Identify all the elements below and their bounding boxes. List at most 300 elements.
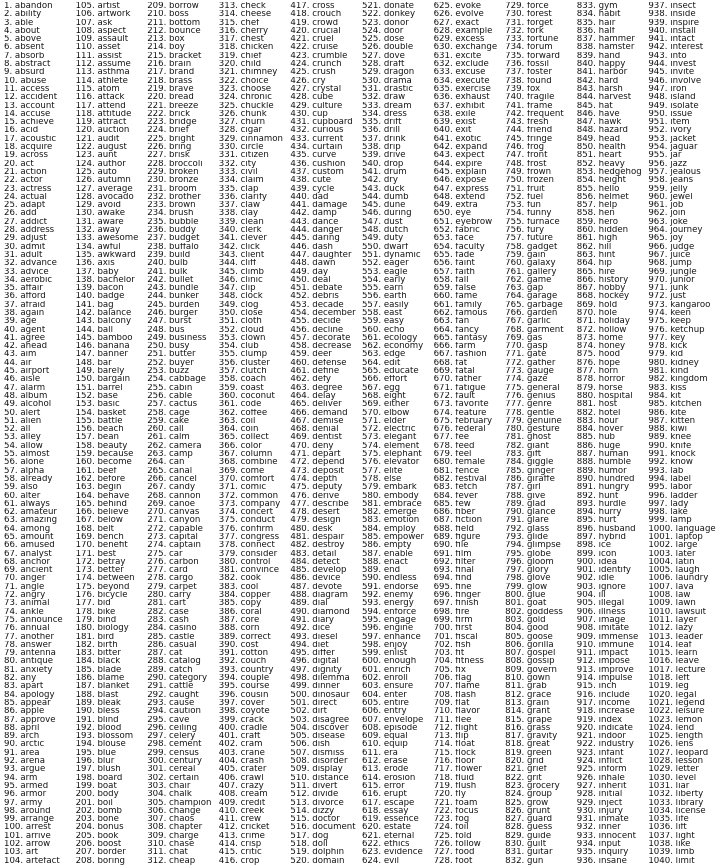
word-entry: 878. horror: [576, 375, 625, 384]
word-entry: 985. kitchen: [648, 400, 702, 409]
word-entry: 281. cart: [147, 599, 186, 608]
word-entry: 516. document: [290, 823, 356, 832]
word-entry: 624. evil: [361, 856, 399, 865]
word-entry: 11. access: [4, 84, 50, 94]
word-entry: 797. glory: [505, 566, 549, 575]
word-entry: 838. hamster: [576, 43, 635, 52]
word-entry: 862. hill: [576, 242, 612, 251]
word-entry: 578. else: [361, 474, 402, 484]
word-entry: 865. hire: [576, 267, 616, 276]
word-entry: 639. exist: [433, 118, 476, 127]
word-entry: 559. easy: [361, 317, 404, 326]
word-entry: 905. illegal: [576, 599, 625, 608]
word-entry: 699. firm: [433, 615, 473, 625]
word-entry: 680. female: [433, 458, 486, 467]
word-entry: 816. grass: [505, 723, 551, 733]
word-entry: 595. engage: [361, 615, 417, 625]
word-entry: 385. copy: [218, 599, 262, 608]
word-entry: 783. gift: [505, 450, 542, 459]
word-entry: 375. conduct: [218, 516, 276, 525]
word-entry: 914. impulse: [576, 674, 633, 683]
word-entry: 653. face: [433, 234, 474, 243]
word-entry: 547. dust: [361, 217, 403, 227]
word-entry: 569. either: [361, 400, 410, 409]
word-entry: 669. fatal: [433, 367, 475, 376]
word-entry: 269. canoe: [147, 499, 196, 509]
word-entry: 465. deliver: [290, 400, 342, 409]
word-entry: 979. kid: [648, 350, 684, 359]
word-entry: 778. gentle: [505, 408, 555, 417]
word-entry: 499. dinner: [290, 682, 340, 691]
word-entry: 951. item: [648, 118, 690, 127]
word-entry: 800. glue: [505, 591, 546, 600]
word-entry: 980. kidney: [648, 358, 699, 368]
word-entry: 293. cause: [147, 698, 195, 708]
word-entry: 125. auto: [75, 167, 117, 177]
word-entry: 210. boss: [147, 10, 189, 19]
word-entry: 177. bid: [75, 599, 111, 608]
word-entry: 794. glimpse: [505, 541, 561, 550]
word-entry: 502. dirt: [290, 707, 327, 716]
word-entry: 891. hungry: [576, 483, 630, 492]
word-entry: 249. business: [147, 333, 207, 343]
word-entry: 976. ketchup: [648, 325, 705, 334]
word-entry: 1004. latin: [648, 557, 695, 567]
word-entry: 933. innocent: [576, 831, 636, 840]
word-entry: 975. keep: [648, 317, 691, 326]
word-entry: 727. food: [433, 848, 475, 857]
word-entry: 265. canal: [147, 466, 193, 475]
word-entry: 1013. leader: [648, 632, 703, 641]
word-entry: 456. decline: [290, 325, 344, 334]
word-entry: 915. inch: [576, 682, 617, 691]
word-entry: 523. donor: [361, 18, 409, 27]
word-entry: 871. holiday: [576, 317, 630, 326]
word-entry: 440. dad: [290, 192, 329, 202]
word-entry: 415. critic: [218, 848, 262, 857]
word-entry: 189. bleak: [75, 698, 121, 708]
word-entry: 700. first: [433, 624, 473, 633]
word-entry: 237. budget: [147, 234, 200, 243]
word-entry: 830. guilt: [505, 839, 547, 849]
word-entry: 916. include: [576, 690, 630, 699]
word-entry: 114. athlete: [75, 76, 128, 85]
word-entry: 532. draw: [361, 93, 406, 102]
word-entry: 602. enroll: [361, 674, 408, 683]
word-entry: 535. drift: [361, 118, 402, 127]
word-entry: 803. gold: [505, 615, 546, 625]
word-entry: 337. claw: [218, 201, 261, 210]
word-entry: 172. betray: [75, 557, 126, 567]
word-entry: 261. calm: [147, 433, 190, 442]
word-entry: 256. cable: [147, 391, 193, 401]
word-entry: 372. common: [218, 491, 279, 500]
word-entry: 872. hollow: [576, 325, 627, 334]
word-entry: 158. beauty: [75, 441, 128, 451]
word-entry: 287. cat: [147, 649, 183, 658]
word-entry: 486. device: [290, 574, 341, 583]
word-entry: 97. army: [4, 798, 43, 807]
word-entry: 356. cluster: [218, 358, 270, 368]
word-entry: 930. injury: [576, 806, 623, 816]
word-entry: 900. idea: [576, 557, 618, 567]
word-entry: 804. good: [505, 624, 549, 633]
word-entry: 220. bread: [147, 93, 194, 102]
word-entry: 379. consider: [218, 549, 278, 558]
word-entry: 850. health: [576, 143, 626, 152]
word-entry: 793. glide: [505, 533, 548, 542]
word-entry: 970. junior: [648, 275, 695, 285]
word-entry: 294. caution: [147, 707, 201, 716]
word-entry: 913. improve: [576, 665, 634, 675]
word-entry: 392. couch: [218, 657, 267, 666]
word-entry: 893. hurdle: [576, 499, 627, 509]
word-entry: 857. help: [576, 201, 618, 210]
word-entry: 90. arctic: [4, 740, 45, 749]
word-entry: 974. keen: [648, 308, 691, 318]
word-entry: 346. clinic: [218, 275, 263, 285]
word-entry: 691. film: [433, 549, 472, 558]
word-entry: 571. elder: [361, 416, 406, 426]
word-entry: 235. bubble: [147, 217, 199, 227]
word-entry: 684. fever: [433, 491, 478, 500]
word-entry: 373. company: [218, 499, 281, 509]
word-entry: 925. inform: [576, 765, 627, 774]
word-entry: 351. cloth: [218, 317, 262, 326]
word-entry: 183. bitter: [75, 649, 121, 658]
word-entry: 416. crop: [218, 856, 260, 865]
word-entry: 139. bacon: [75, 284, 124, 293]
word-entry: 621. eternal: [361, 831, 415, 840]
word-entry: 617. escape: [361, 798, 415, 807]
word-entry: 263. camp: [147, 450, 193, 459]
word-entry: 128. avocado: [75, 192, 134, 202]
word-entry: 619. essence: [361, 815, 419, 824]
word-entry: 84. apology: [4, 690, 55, 699]
word-entry: 477. describe: [290, 499, 349, 509]
word-entry: 676. federal: [433, 425, 486, 434]
word-entry: 766. garden: [505, 308, 558, 318]
word-entry: 251. butter: [147, 350, 196, 359]
word-entry: 874. honey: [576, 342, 626, 351]
word-entry: 588. enact: [361, 557, 408, 567]
word-entry: 962. join: [648, 209, 686, 218]
word-entry: 594. enforce: [361, 607, 417, 616]
word-entry: 148. bar: [75, 358, 112, 368]
word-entry: 307. chaos: [147, 815, 195, 824]
word-entry: 347. clip: [218, 284, 256, 293]
word-entry: 171. best: [75, 549, 117, 558]
word-entry: 946. involve: [648, 76, 702, 85]
word-entry: 470. deny: [290, 441, 334, 451]
word-entry: 565. educate: [361, 367, 419, 376]
word-entry: 823. grocery: [505, 781, 560, 791]
word-entry: 383. cool: [218, 582, 259, 592]
word-entry: 96. armor: [4, 790, 47, 799]
word-entry: 849. head: [576, 134, 621, 144]
word-entry: 236. buddy: [147, 226, 196, 235]
word-entry: 596. engine: [361, 624, 414, 633]
word-entry: 243. bundle: [147, 284, 199, 293]
word-entry: 642. expand: [433, 143, 488, 152]
word-entry: 674. feature: [433, 408, 487, 417]
word-entry: 818. great: [505, 740, 550, 749]
word-entry: 603. ensure: [361, 682, 414, 691]
word-entry: 26. add: [4, 209, 37, 218]
word-entry: 707. flame: [433, 682, 480, 691]
word-entry: 437. custom: [290, 167, 344, 177]
word-entry: 775. general: [505, 383, 560, 392]
word-entry: 877. horn: [576, 367, 619, 376]
word-entry: 652. fabric: [433, 226, 480, 235]
word-entry: 648. extend: [433, 192, 486, 202]
word-entry: 213. box: [147, 35, 185, 44]
word-entry: 482. destroy: [290, 541, 345, 550]
word-entry: 901. identify: [576, 566, 631, 575]
word-entry: 212. bounce: [147, 26, 201, 36]
word-entry: 661. family: [433, 300, 482, 309]
word-entry: 327. churn: [218, 118, 266, 127]
word-entry: 629. excess: [433, 35, 485, 44]
word-entry: 890. hundred: [576, 474, 635, 484]
word-entry: 354. club: [218, 342, 259, 351]
word-entry: 88. april: [4, 723, 40, 733]
word-entry: 1029. letter: [648, 765, 699, 774]
word-entry: 723. fog: [433, 815, 470, 824]
word-entry: 611. era: [361, 748, 398, 758]
word-entry: 897. hybrid: [576, 533, 626, 542]
word-entry: 42. ahead: [4, 342, 48, 351]
word-entry: 706. flag: [433, 674, 472, 683]
word-column: [76, 2, 148, 867]
word-entry: 847. hawk: [576, 118, 622, 127]
word-entry: 528. draft: [361, 60, 405, 69]
word-entry: 730. forest: [505, 10, 552, 19]
word-entry: 848. hazard: [576, 126, 628, 135]
word-entry: 741. frame: [505, 101, 553, 110]
word-entry: 713. flip: [433, 732, 469, 741]
word-entry: 73. animal: [4, 599, 50, 608]
word-entry: 545. dune: [361, 201, 406, 210]
word-entry: 451. debate: [290, 284, 343, 293]
word-entry: 469. dentist: [290, 433, 343, 442]
word-entry: 605. entire: [361, 698, 409, 708]
word-entry: 147. banner: [75, 350, 128, 359]
word-entry: 267. candy: [147, 483, 196, 492]
word-entry: 959. jelly: [648, 184, 688, 193]
word-entry: 106. artwork: [75, 10, 131, 19]
word-entry: 233. brown: [147, 201, 196, 210]
word-entry: 315. chef: [218, 18, 260, 27]
word-entry: 377. congress: [218, 533, 280, 542]
word-entry: 613. erode: [361, 765, 409, 774]
word-entry: 748. frost: [505, 159, 547, 168]
word-entry: 441. damage: [290, 201, 348, 210]
word-entry: 994. label: [648, 474, 691, 484]
word-entry: 446. dash: [290, 242, 333, 251]
word-entry: 288. catalog: [147, 657, 201, 666]
word-entry: 795. globe: [505, 549, 551, 558]
word-entry: 1022. leisure: [648, 707, 705, 716]
word-entry: 663. fan: [433, 317, 470, 326]
word-entry: 787. girl: [505, 483, 541, 492]
word-entry: 207. border: [75, 848, 126, 857]
word-entry: 675. february: [433, 416, 493, 426]
word-entry: 687. fiction: [433, 516, 483, 525]
word-entry: 478. desert: [290, 508, 340, 517]
word-entry: 1011. layer: [648, 615, 698, 625]
word-entry: 176. bicycle: [75, 591, 128, 600]
word-entry: 70. anger: [4, 574, 46, 583]
word-entry: 330. circle: [218, 143, 264, 152]
word-entry: 367. column: [218, 450, 273, 459]
word-entry: 417. cross: [290, 2, 335, 11]
word-entry: 472. depend: [290, 458, 345, 467]
word-entry: 622. ethics: [361, 839, 410, 849]
word-entry: 722. focus: [433, 806, 479, 816]
word-entry: 408. cream: [218, 790, 268, 799]
word-entry: 312. cheap: [147, 856, 196, 865]
word-entry: 665. fantasy: [433, 333, 488, 343]
word-entry: 607. envelope: [361, 715, 424, 724]
word-entry: 181. bird: [75, 632, 115, 641]
word-entry: 384. copper: [218, 591, 271, 600]
word-entry: 688. field: [433, 524, 474, 533]
word-entry: 664. fancy: [433, 325, 479, 334]
word-entry: 492. dice: [290, 624, 331, 633]
word-entry: 403. crane: [218, 748, 265, 758]
word-entry: 945. invite: [648, 68, 695, 77]
word-entry: 8. abstract: [4, 60, 51, 69]
word-entry: 209. borrow: [147, 2, 199, 11]
word-entry: 567. egg: [361, 383, 401, 392]
word-entry: 910. immune: [576, 640, 634, 650]
word-entry: 35. affair: [4, 284, 43, 293]
word-entry: 773. gauge: [505, 367, 554, 376]
word-entry: 306. change: [147, 806, 201, 816]
word-entry: 575. elephant: [361, 450, 422, 459]
word-entry: 14. accuse: [4, 109, 51, 119]
word-entry: 126. autumn: [75, 176, 131, 185]
word-entry: 27. addict: [4, 217, 48, 227]
word-entry: 160. become: [75, 458, 132, 467]
word-entry: 809. govern: [505, 665, 557, 675]
word-entry: 100. arrest: [4, 823, 51, 832]
word-entry: 690. file: [433, 541, 469, 550]
word-entry: 726. follow: [433, 839, 481, 849]
word-entry: 633. excuse: [433, 68, 486, 77]
word-entry: 887. human: [576, 450, 629, 459]
word-entry: 938. inside: [648, 10, 696, 19]
word-entry: 963. joke: [648, 217, 688, 227]
word-entry: 66. amused: [4, 541, 55, 550]
word-entry: 869. hold: [576, 300, 618, 309]
word-entry: 884. hover: [576, 425, 624, 434]
word-entry: 738. found: [505, 76, 552, 85]
word-entry: 409. credit: [218, 798, 266, 807]
word-entry: 1003. later: [648, 549, 696, 558]
word-entry: 868. hockey: [576, 292, 630, 301]
word-entry: 145. bamboo: [75, 333, 133, 343]
word-entry: 855. hello: [576, 184, 620, 193]
word-entry: 487. devote: [290, 582, 342, 592]
word-entry: 471. depart: [290, 450, 341, 459]
word-entry: 490. diamond: [290, 607, 350, 616]
word-entry: 533. dream: [361, 101, 412, 110]
word-entry: 503. disagree: [290, 715, 350, 724]
word-entry: 33. advice: [4, 267, 49, 276]
word-entry: 558. east: [361, 308, 403, 318]
word-entry: 389. correct: [218, 632, 271, 641]
word-entry: 402. cram: [218, 740, 263, 749]
word-entry: 731. forget: [505, 18, 553, 27]
word-entry: 813. grain: [505, 698, 550, 708]
word-entry: 638. exile: [433, 109, 476, 119]
word-entry: 244. bunker: [147, 292, 199, 301]
word-entry: 192. blood: [75, 723, 122, 733]
word-entry: 965. joy: [648, 234, 683, 243]
word-entry: 612. erase: [361, 757, 408, 766]
word-entry: 576. elevator: [361, 458, 420, 467]
word-entry: 489. dial: [290, 599, 328, 608]
word-entry: 647. express: [433, 184, 489, 193]
word-entry: 681. fence: [433, 466, 480, 475]
word-entry: 949. isolate: [648, 101, 699, 110]
word-entry: 391. cotton: [218, 649, 269, 658]
word-entry: 826. grunt: [505, 806, 551, 816]
word-entry: 232. brother: [147, 192, 201, 202]
word-entry: 434. curtain: [290, 143, 343, 152]
word-entry: 542. dry: [361, 176, 398, 185]
word-entry: 101. arrive: [4, 831, 51, 840]
word-entry: 259. cake: [147, 416, 190, 426]
word-entry: 358. coach: [218, 375, 267, 384]
word-entry: 89. arch: [4, 732, 40, 741]
word-entry: 57. alpha: [4, 466, 45, 475]
word-entry: 942. interest: [648, 43, 704, 52]
word-entry: 366. color: [218, 441, 262, 451]
word-entry: 767. garlic: [505, 317, 551, 326]
word-entry: 637. exhibit: [433, 101, 485, 110]
word-entry: 507. dismiss: [290, 748, 345, 758]
word-entry: 344. cliff: [218, 259, 257, 268]
word-entry: 698. fire: [433, 607, 470, 616]
word-entry: 431. cupboard: [290, 118, 353, 127]
word-entry: 876. hope: [576, 358, 621, 368]
word-entry: 299. census: [147, 748, 199, 758]
word-entry: 275. car: [147, 549, 183, 558]
word-entry: 60. alter: [4, 491, 41, 500]
word-entry: 802. goddess: [505, 607, 563, 616]
word-entry: 341. clever: [218, 234, 267, 243]
word-entry: 732. fork: [505, 26, 544, 36]
word-entry: 550. dwarf: [361, 242, 409, 251]
word-entry: 143. balcony: [75, 317, 132, 326]
word-entry: 935. inquiry: [576, 848, 629, 857]
word-entry: 12. accident: [4, 93, 58, 102]
word-entry: 721. foam: [433, 798, 478, 807]
word-column: [147, 2, 219, 867]
word-entry: 1009. lawn: [648, 599, 696, 608]
word-entry: 620. estate: [361, 823, 411, 832]
word-entry: 420. crucial: [290, 26, 341, 36]
word-entry: 645. explain: [433, 167, 487, 177]
word-entry: 443. dance: [290, 217, 339, 227]
word-column: [290, 2, 362, 867]
word-entry: 999. lamp: [648, 516, 692, 525]
word-entry: 394. couple: [218, 674, 270, 683]
word-entry: 200. body: [75, 790, 119, 799]
